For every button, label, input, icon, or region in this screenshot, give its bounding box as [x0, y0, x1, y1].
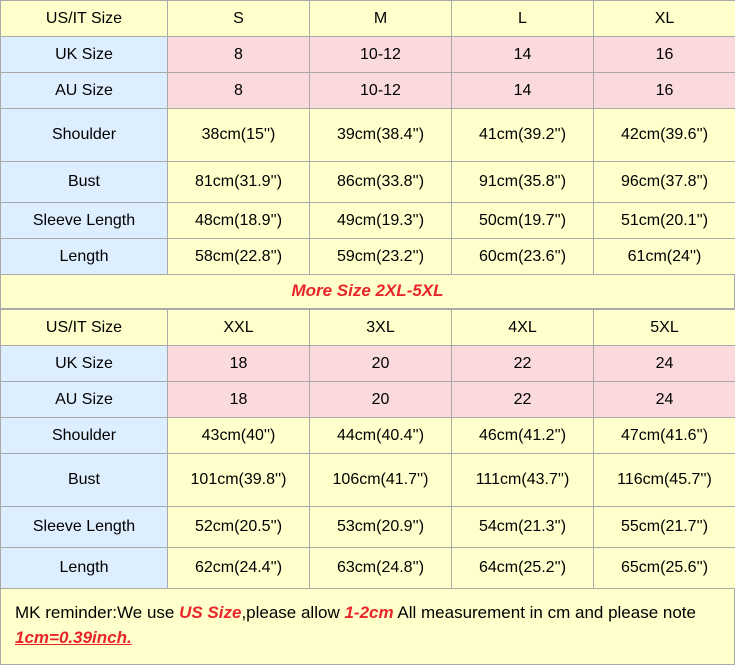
plus-cell: 22 — [452, 382, 594, 418]
plus-cell: 18 — [168, 382, 310, 418]
standard-cell: 60cm(23.6'') — [452, 239, 594, 275]
standard-cell: 8 — [168, 73, 310, 109]
standard-cell: 14 — [452, 37, 594, 73]
plus-cell: 53cm(20.9'') — [310, 507, 452, 548]
plus-cell: 20 — [310, 382, 452, 418]
standard-cell: 41cm(39.2'') — [452, 109, 594, 162]
table-row — [1, 239, 735, 275]
standard-row-label: Sleeve Length — [1, 203, 168, 239]
plus-row-label: UK Size — [1, 346, 168, 382]
table-row — [1, 382, 735, 418]
plus-cell: 55cm(21.7'') — [594, 507, 735, 548]
plus-cell: 52cm(20.5'') — [168, 507, 310, 548]
footer-reminder-note — [0, 589, 735, 665]
plus-cell: 46cm(41.2'') — [452, 418, 594, 454]
standard-cell: 58cm(22.8'') — [168, 239, 310, 275]
standard-cell: 48cm(18.9'') — [168, 203, 310, 239]
plus-cell: XXL — [168, 310, 310, 346]
footer-highlight-us-size: US Size — [179, 603, 241, 622]
standard-cell: 86cm(33.8'') — [310, 162, 452, 203]
table-row — [1, 548, 735, 589]
plus-cell: 116cm(45.7'') — [594, 454, 735, 507]
standard-row-label: AU Size — [1, 73, 168, 109]
table-row — [1, 310, 735, 346]
plus-cell: 4XL — [452, 310, 594, 346]
table-row — [1, 418, 735, 454]
plus-row-label: US/IT Size — [1, 310, 168, 346]
plus-row-label: Shoulder — [1, 418, 168, 454]
standard-cell: 96cm(37.8'') — [594, 162, 735, 203]
plus-cell: 20 — [310, 346, 452, 382]
plus-cell: 111cm(43.7'') — [452, 454, 594, 507]
plus-cell: 3XL — [310, 310, 452, 346]
plus-cell: 54cm(21.3'') — [452, 507, 594, 548]
standard-row-label: Shoulder — [1, 109, 168, 162]
standard-cell: 81cm(31.9'') — [168, 162, 310, 203]
table-row — [1, 162, 735, 203]
standard-cell: 10-12 — [310, 73, 452, 109]
table-row — [1, 73, 735, 109]
table-row — [1, 109, 735, 162]
standard-cell: M — [310, 1, 452, 37]
standard-row-label: Length — [1, 239, 168, 275]
plus-cell: 24 — [594, 346, 735, 382]
standard-cell: 49cm(19.3'') — [310, 203, 452, 239]
standard-cell: 38cm(15'') — [168, 109, 310, 162]
plus-row-label: Bust — [1, 454, 168, 507]
standard-row-label: UK Size — [1, 37, 168, 73]
footer-highlight-tolerance: 1-2cm — [344, 603, 393, 622]
plus-cell: 64cm(25.2'') — [452, 548, 594, 589]
table-row — [1, 454, 735, 507]
table-row — [1, 203, 735, 239]
standard-cell: 51cm(20.1'') — [594, 203, 735, 239]
table-row — [1, 1, 735, 37]
plus-cell: 63cm(24.8'') — [310, 548, 452, 589]
plus-cell: 24 — [594, 382, 735, 418]
standard-cell: XL — [594, 1, 735, 37]
standard-cell: 14 — [452, 73, 594, 109]
standard-cell: 61cm(24'') — [594, 239, 735, 275]
standard-cell: 10-12 — [310, 37, 452, 73]
table-row — [1, 346, 735, 382]
standard-row-label: Bust — [1, 162, 168, 203]
standard-cell: 50cm(19.7'') — [452, 203, 594, 239]
plus-row-label: AU Size — [1, 382, 168, 418]
plus-cell: 43cm(40'') — [168, 418, 310, 454]
standard-cell: 39cm(38.4'') — [310, 109, 452, 162]
table-row — [1, 507, 735, 548]
footer-text-part3: All measurement in cm and please note — [394, 603, 696, 622]
table-row — [1, 37, 735, 73]
size-table-plus — [0, 309, 735, 589]
standard-cell: 91cm(35.8'') — [452, 162, 594, 203]
footer-text-part1: MK reminder:We use — [15, 603, 179, 622]
more-size-banner: More Size 2XL-5XL — [0, 275, 735, 309]
plus-cell: 22 — [452, 346, 594, 382]
plus-row-label: Length — [1, 548, 168, 589]
standard-cell: 8 — [168, 37, 310, 73]
plus-cell: 101cm(39.8'') — [168, 454, 310, 507]
standard-cell: S — [168, 1, 310, 37]
plus-cell: 47cm(41.6'') — [594, 418, 735, 454]
standard-cell: L — [452, 1, 594, 37]
standard-cell: 16 — [594, 73, 735, 109]
footer-highlight-conversion: 1cm=0.39inch. — [15, 628, 132, 647]
size-table-standard — [0, 0, 735, 275]
footer-text-part2: ,please allow — [241, 603, 344, 622]
plus-cell: 62cm(24.4'') — [168, 548, 310, 589]
standard-cell: 59cm(23.2'') — [310, 239, 452, 275]
plus-cell: 18 — [168, 346, 310, 382]
plus-cell: 65cm(25.6'') — [594, 548, 735, 589]
plus-cell: 44cm(40.4'') — [310, 418, 452, 454]
plus-cell: 106cm(41.7'') — [310, 454, 452, 507]
standard-cell: 42cm(39.6'') — [594, 109, 735, 162]
standard-row-label: US/IT Size — [1, 1, 168, 37]
standard-cell: 16 — [594, 37, 735, 73]
plus-cell: 5XL — [594, 310, 735, 346]
plus-row-label: Sleeve Length — [1, 507, 168, 548]
